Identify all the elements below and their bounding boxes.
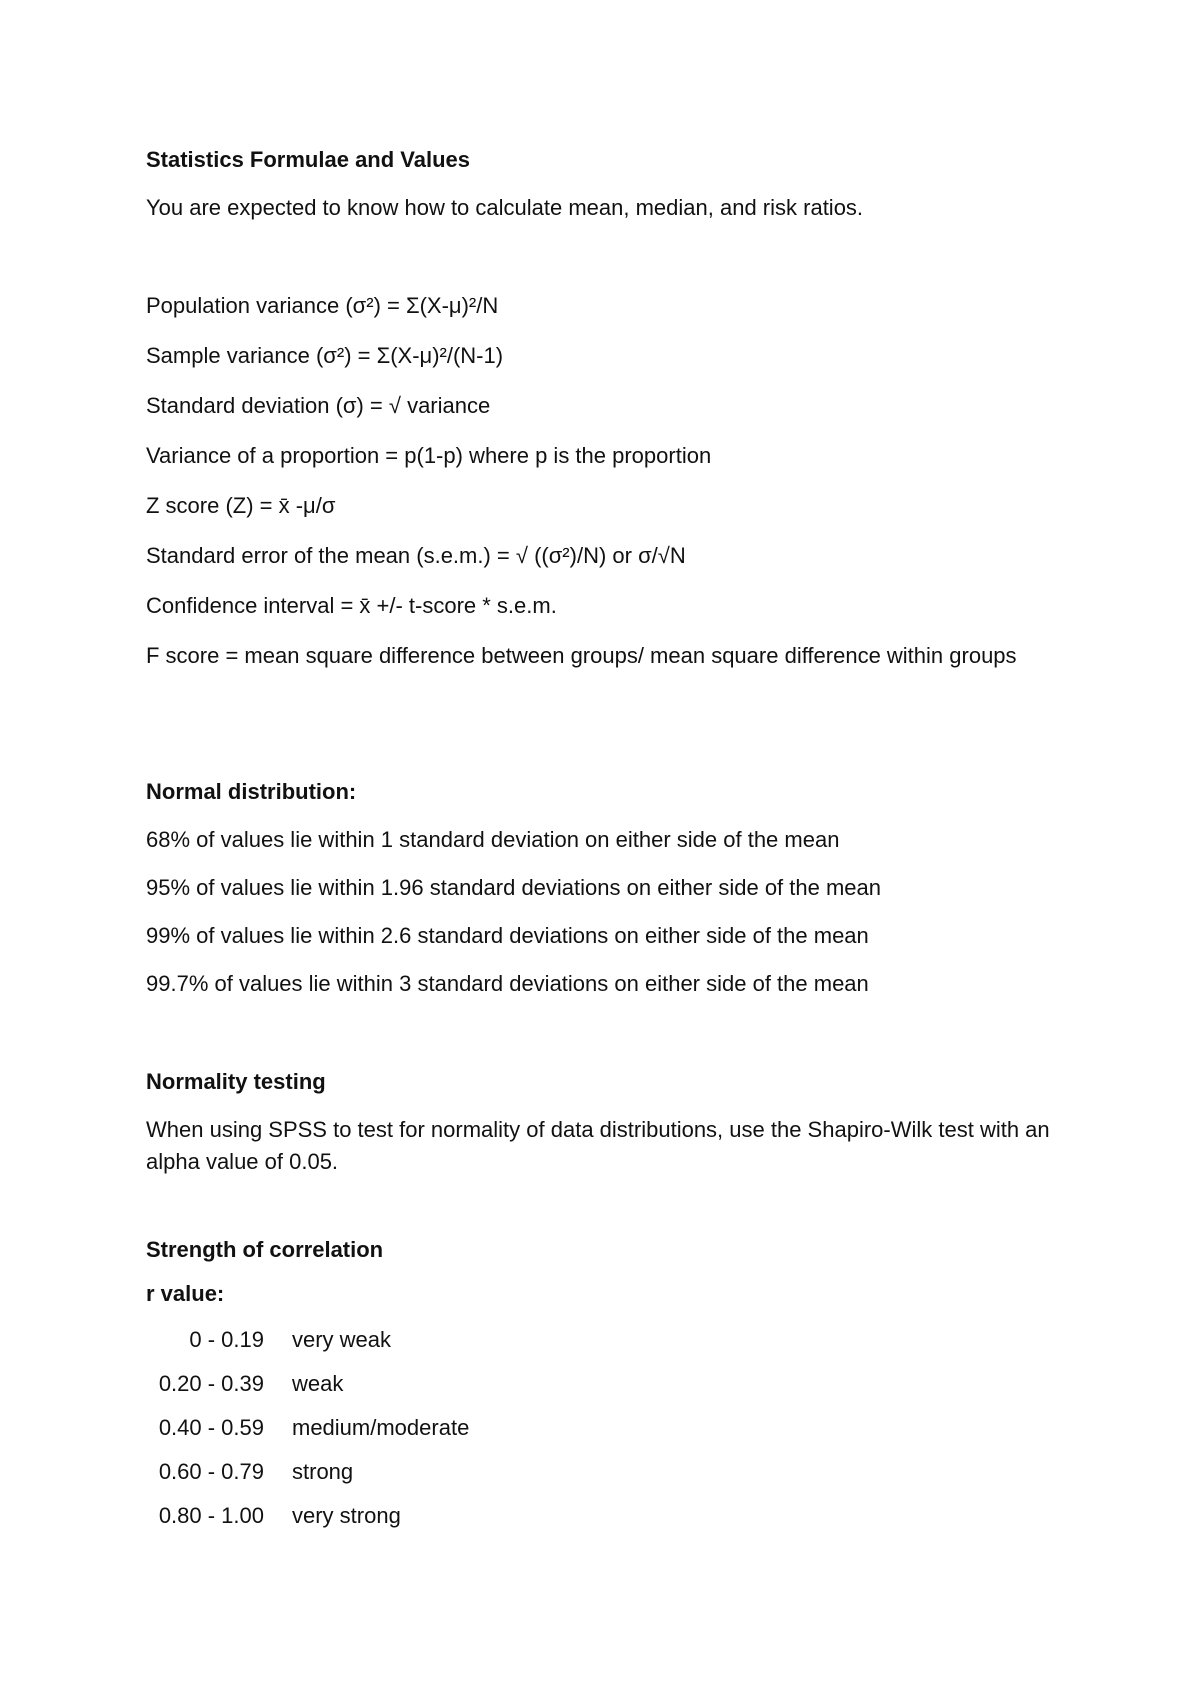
- normal-item: 99.7% of values lie within 3 standard deviations on either side of the mean: [146, 971, 869, 996]
- correlation-row: [146, 1412, 746, 1444]
- correlation-range: 0.60 - 0.79: [158, 1459, 264, 1484]
- correlation-strength: weak: [292, 1371, 344, 1396]
- formula-standard-error: Standard error of the mean (s.e.m.) = √ ((σ²)/N) or σ/√N: [146, 543, 686, 568]
- correlation-strength: strong: [292, 1459, 354, 1484]
- document-page: [146, 0, 1066, 1696]
- normal-item: 95% of values lie within 1.96 standard deviations on either side of the mean: [146, 875, 882, 900]
- correlation-range: 0.80 - 1.00: [158, 1503, 264, 1528]
- normal-item: 99% of values lie within 2.6 standard deviations on either side of the mean: [146, 923, 869, 948]
- normality-testing-text: When using SPSS to test for normality of data distributions, use the Shapiro-Wilk test with an alpha value of 0.05.: [146, 1117, 1050, 1174]
- formula-sample-variance: Sample variance (σ²) = Σ(X-μ)²/(N-1): [146, 343, 504, 368]
- formula-f-score: F score = mean square difference between groups/ mean square difference within groups: [146, 643, 1017, 668]
- correlation-strength: medium/moderate: [292, 1415, 470, 1440]
- document-title: Statistics Formulae and Values: [146, 147, 471, 172]
- correlation-row: [146, 1456, 746, 1488]
- correlation-range: 0.20 - 0.39: [158, 1371, 264, 1396]
- formula-variance-proportion: Variance of a proportion = p(1-p) where p is the proportion: [146, 443, 712, 468]
- formula-standard-deviation: Standard deviation (σ) = √ variance: [146, 393, 491, 418]
- formula-z-score: Z score (Z) = x̄ -μ/σ: [146, 493, 336, 518]
- intro-text: You are expected to know how to calculate mean, median, and risk ratios.: [146, 195, 864, 220]
- correlation-row: [146, 1368, 746, 1400]
- correlation-row: [146, 1324, 746, 1356]
- correlation-heading: Strength of correlation: [146, 1237, 384, 1262]
- r-value-label: r value:: [146, 1281, 225, 1306]
- correlation-strength: very weak: [292, 1327, 392, 1352]
- correlation-range: 0.40 - 0.59: [158, 1415, 264, 1440]
- correlation-strength: very strong: [292, 1503, 401, 1528]
- normal-distribution-heading: Normal distribution:: [146, 779, 357, 804]
- normality-testing-heading: Normality testing: [146, 1069, 326, 1094]
- correlation-range: 0 - 0.19: [189, 1327, 264, 1352]
- correlation-row: [146, 1500, 746, 1532]
- formula-confidence-interval: Confidence interval = x̄ +/- t-score * s.e.m.: [146, 593, 557, 618]
- normal-item: 68% of values lie within 1 standard deviation on either side of the mean: [146, 827, 840, 852]
- formula-population-variance: Population variance (σ²) = Σ(X-μ)²/N: [146, 293, 499, 318]
